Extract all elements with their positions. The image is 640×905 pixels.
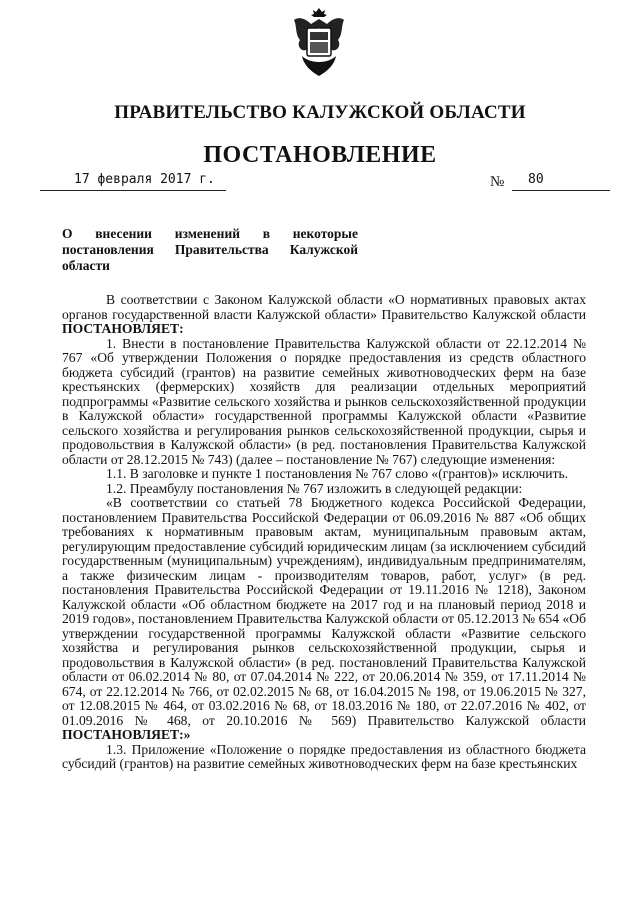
subject-word: изменений (174, 226, 241, 241)
date-underline (40, 190, 226, 191)
decree-body (62, 293, 586, 772)
preamble-text: В соответствии с Законом Калужской области «О нормативных правовых актах органов государственной власти Калужской области» Правительство Калужской области (62, 292, 586, 322)
decree-subject (62, 226, 358, 274)
coat-of-arms-emblem (290, 6, 348, 78)
subject-word: внесении (95, 226, 152, 241)
quoted-resolves-word: ПОСТАНОВЛЯЕТ:» (62, 727, 191, 742)
preamble-paragraph (62, 293, 586, 337)
item-1: 1. Внести в постановление Правительства Калужской области от 22.12.2014 № 767 «Об утверждении Положения о порядке предоставления из средств областного бюджета субсидий (грантов) на развитие семейных животноводческих ферм на базе крестьянских (фермерских) хозяйств для реализации отдельных мероприятий подпрограммы «Развитие сельского хозяйства и рынков сельскохозяйственной продукции в Калужской области» государственной программы Калужской области «Развитие сельского хозяйства и регулирования рынков сельскохозяйственной продукции, сырья и продовольствия в Калужской области» (в ред. постановления Правительства Калужской области от 28.12.2015 № 743) (далее – постановление № 767) следующие изменения: (62, 335, 586, 467)
subject-word: некоторые (292, 226, 358, 241)
item-1-3: 1.3. Приложение «Положение о порядке предоставления из областного бюджета субсидий (грантов) на развитие семейных животноводческих ферм на базе крестьянских (62, 741, 586, 771)
decree-title: ПОСТАНОВЛЕНИЕ (203, 142, 437, 168)
subject-word: О (62, 226, 73, 241)
decree-date: 17 февраля 2017 г. (74, 172, 215, 187)
subject-line-1 (62, 226, 358, 242)
item-1-1: 1.1. В заголовке и пункте 1 постановления № 767 слово «(грантов)» исключить. (106, 466, 569, 481)
number-underline (512, 190, 610, 191)
resolves-word: ПОСТАНОВЛЯЕТ: (62, 321, 184, 336)
number-label: № (490, 174, 505, 190)
quoted-preamble (62, 496, 586, 743)
subject-word: в (262, 226, 271, 241)
government-name: ПРАВИТЕЛЬСТВО КАЛУЖСКОЙ ОБЛАСТИ (114, 102, 526, 123)
subject-line-2: постановления Правительства Калужской (62, 242, 358, 257)
item-1-2: 1.2. Преамбулу постановления № 767 изложить в следующей редакции: (106, 480, 523, 496)
quoted-preamble-text: «В соответствии со статьей 78 Бюджетного кодекса Российской Федерации, постановлением Правительства Российской Федерации от 06.09.2016 № 887 «Об общих требованиях к нормативным правовым актам, муниципальным правовым актам, регулирующим предоставление субсидий юридическим лицам (за исключением субсидий государственным (муниципальным) учреждениям), индивидуальным предпринимателям, а также физическим лицам - производителям товаров, работ, услуг» (в ред. постановления Правительства Российской Федерации от 19.11.2016 № 1218), Законом Калужской области «Об областном бюджете на 2017 год и на плановый период 2018 и 2019 годов», постановлением Правительства Калужской области от 05.12.2013 № 654 «Об утверждении государственной программы Калужской области «Развитие сельского хозяйства и регулирования рынков сельскохозяйственной продукции, сырья и продовольствия в Калужской области» (в ред. постановлений Правительства Калужской области от 06.02.2014 № 80, от 07.04.2014 № 222, от 20.06.2014 № 359, от 17.11.2014 № 674, от 22.12.2014 № 766, от 02.02.2015 № 68, от 16.04.2015 № 198, от 19.06.2015 № 327, от 12.08.2015 № 464, от 03.02.2016 № 68, от 18.03.2016 № 180, от 22.07.2016 № 402, от 01.09.2016 № 468, от 20.10.2016 № 569) Правительство Калужской области (62, 495, 586, 728)
subject-line-3: области (62, 258, 110, 273)
decree-number: 80 (528, 172, 544, 187)
